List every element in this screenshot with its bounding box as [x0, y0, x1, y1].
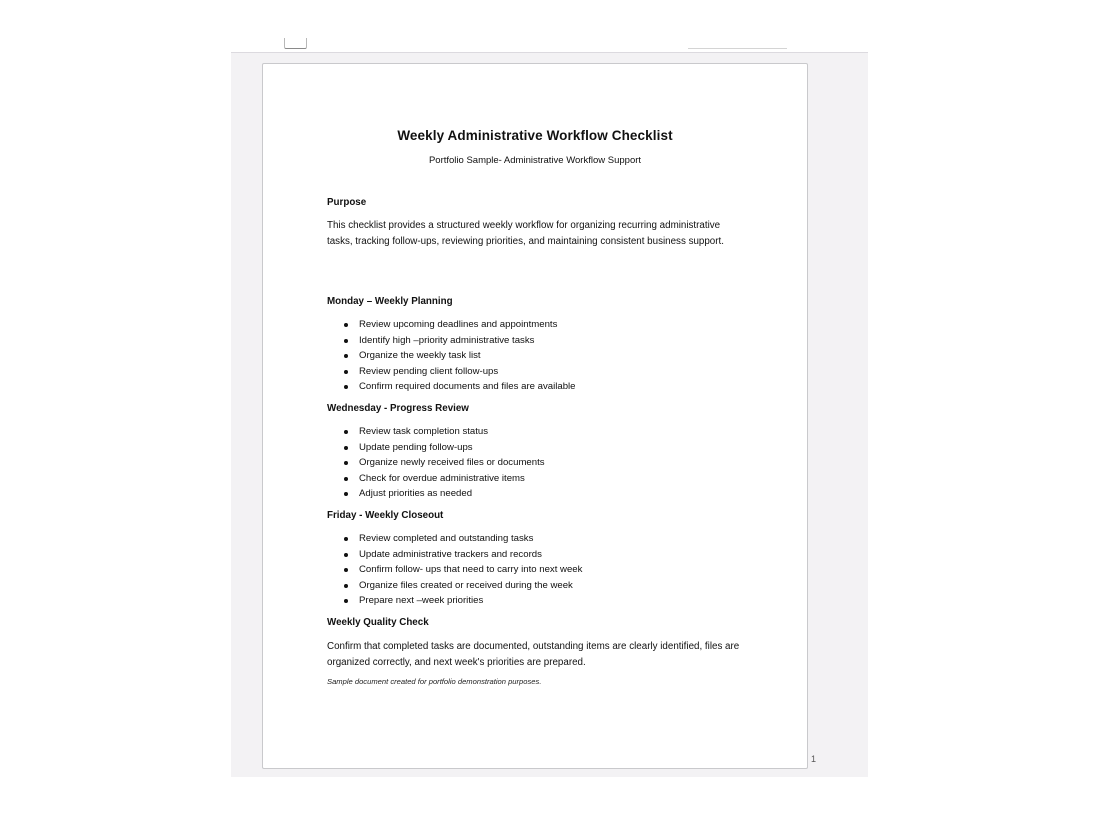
document-footnote: Sample document created for portfolio demonstration purposes.	[327, 677, 542, 686]
list-item	[327, 547, 582, 563]
list-item-text: Adjust priorities as needed	[359, 488, 473, 499]
document-subtitle: Portfolio Sample- Administrative Workflow Support	[428, 155, 642, 166]
wednesday-heading: Wednesday - Progress Review	[327, 403, 469, 414]
bullet-icon	[344, 354, 348, 358]
bullet-icon	[344, 446, 348, 450]
list-item-text: Check for overdue administrative items	[359, 472, 525, 484]
list-item	[327, 578, 582, 594]
list-item-text: Update administrative trackers and records	[359, 548, 542, 560]
wednesday-task-list	[327, 424, 545, 502]
document-title: Weekly Administrative Workflow Checklist	[397, 128, 673, 143]
list-item-text: Organize files created or received during the week	[359, 579, 573, 591]
list-item	[327, 471, 545, 487]
bullet-icon	[344, 477, 348, 481]
purpose-heading: Purpose	[327, 197, 367, 208]
quality-check-heading: Weekly Quality Check	[327, 617, 429, 628]
list-item-text: Review upcoming deadlines and appointments	[359, 319, 558, 330]
list-item-text: Review pending client follow-ups	[359, 365, 499, 377]
bullet-icon	[344, 385, 348, 389]
friday-heading: Friday - Weekly Closeout	[327, 510, 444, 521]
bullet-icon	[344, 553, 348, 557]
list-item	[327, 317, 576, 333]
list-item	[327, 379, 576, 395]
bullet-icon	[344, 492, 348, 496]
list-item	[327, 531, 582, 547]
bullet-icon	[344, 323, 348, 327]
list-item-text: Review task completion status	[359, 426, 489, 437]
list-item	[327, 364, 576, 380]
list-item-text: Confirm follow- ups that need to carry into next week	[359, 564, 583, 575]
monday-heading: Monday – Weekly Planning	[327, 296, 453, 307]
list-item-text: Prepare next –week priorities	[359, 595, 484, 606]
list-item-text: Organize the weekly task list	[359, 350, 481, 361]
purpose-text: This checklist provides a structured weekly workflow for organizing recurring administrative tasks, tracking follow-ups, reviewing priorities, and maintaining consistent business support.	[327, 220, 724, 247]
list-item-text: Organize newly received files or documents	[359, 457, 545, 468]
list-item	[327, 455, 545, 471]
bullet-icon	[344, 370, 348, 374]
list-item	[327, 562, 582, 578]
bullet-icon	[344, 599, 348, 603]
list-item	[327, 440, 545, 456]
toolbar-control-stub	[284, 38, 307, 49]
list-item-text: Identify high –priority administrative tasks	[359, 334, 535, 346]
list-item	[327, 593, 582, 609]
list-item	[327, 424, 545, 440]
list-item-text: Confirm required documents and files are available	[359, 381, 576, 392]
quality-check-text: Confirm that completed tasks are documented, outstanding items are clearly identified, files are organized correctly, and next week's priorities are prepared.	[327, 641, 740, 668]
list-item	[327, 333, 576, 349]
page-number: 1	[811, 754, 817, 764]
bullet-icon	[344, 568, 348, 572]
bullet-icon	[344, 584, 348, 588]
monday-task-list	[327, 317, 576, 395]
document-page	[262, 63, 808, 769]
bullet-icon	[344, 430, 348, 434]
bullet-icon	[344, 461, 348, 465]
list-item-text: Update pending follow-ups	[359, 441, 473, 453]
bullet-icon	[344, 339, 348, 343]
list-item-text: Review completed and outstanding tasks	[359, 533, 534, 544]
list-item	[327, 348, 576, 364]
toolbar-field-stub	[688, 48, 787, 49]
friday-task-list	[327, 531, 582, 609]
bullet-icon	[344, 537, 348, 541]
list-item	[327, 486, 545, 502]
